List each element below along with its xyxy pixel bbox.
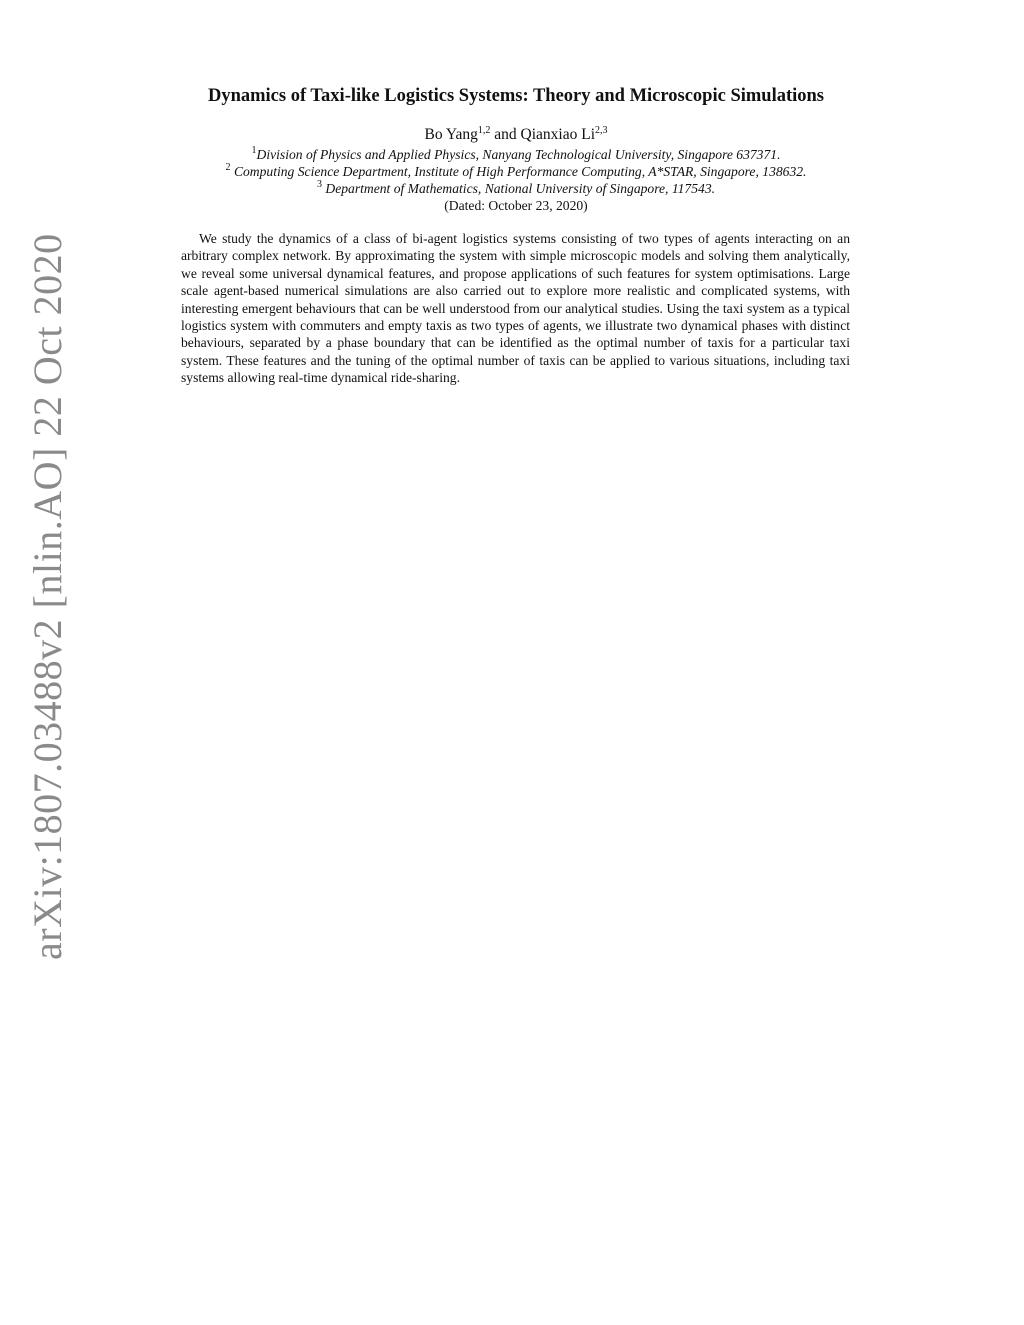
author-affiliation-marker: 1,2 [477, 125, 491, 136]
author-name: Qianxiao Li [520, 126, 596, 143]
arxiv-identifier-stamp: arXiv:1807.03488v2 [nlin.AO] 22 Oct 2020 [25, 233, 70, 960]
affiliation-text: Division of Physics and Applied Physics, Nanyang Technological University, Singapore 637371. [256, 147, 781, 162]
abstract-paragraph: We study the dynamics of a class of bi-agent logistics systems consisting of two types of agents interacting on an arbitrary complex network. By approximating the system with simple microscopic models and solving them analytically, we reveal some universal dynamical features, and propose applications of such features for system optimisations. Large scale agent-based numerical simulations are also carried out to explore more realistic and complicated systems, with interesting emergent behaviours that can be well understood from our analytical studies. Using the taxi system as a typical logistics system with commuters and empty taxis as two types of agents, we illustrate two dynamical phases with distinct behaviours, separated by a phase boundary that can be identified as the optimal number of taxis for a particular taxi system. These features and the tuning of the optimal number of taxis can be applied to various situations, including taxi systems allowing real-time dynamical ride-sharing. [181, 231, 850, 386]
author-line [100, 126, 932, 144]
author-conjunction: and [494, 126, 517, 143]
author-name: Bo Yang [424, 126, 478, 143]
affiliation-marker: 1 [251, 145, 257, 156]
paper-title: Dynamics of Taxi-like Logistics Systems: Theory and Microscopic Simulations [207, 86, 825, 106]
affiliation-marker: 3 [316, 179, 322, 190]
affiliation-line [100, 163, 932, 180]
date-line: (Dated: October 23, 2020) [444, 198, 588, 213]
affiliation-text: Department of Mathematics, National University of Singapore, 117543. [325, 181, 716, 196]
affiliation-marker: 2 [225, 162, 231, 173]
affiliation-text: Computing Science Department, Institute of High Performance Computing, A*STAR, Singapore, 138632. [233, 164, 807, 179]
affiliation-line [100, 146, 932, 163]
author-affiliation-marker: 2,3 [595, 125, 608, 136]
affiliations-block [100, 146, 932, 214]
affiliation-line [100, 180, 932, 197]
